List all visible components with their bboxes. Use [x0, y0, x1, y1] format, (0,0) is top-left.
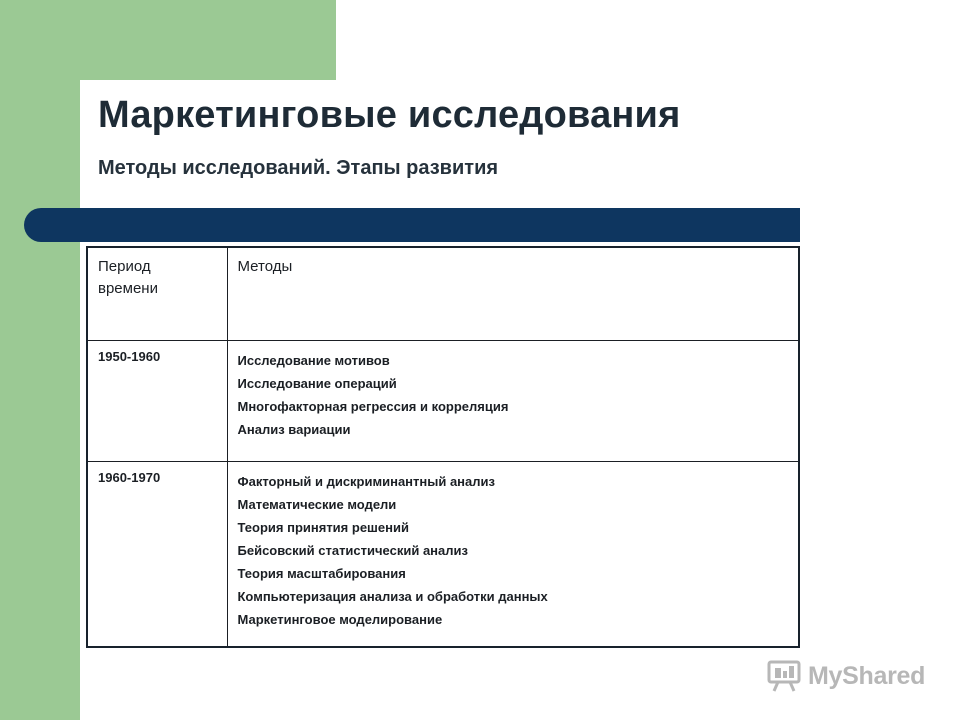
method-item: Анализ вариации	[237, 422, 351, 437]
period-cell: 1950-1960	[88, 341, 227, 462]
green-sidebar-decoration	[0, 0, 80, 720]
header-period-cell	[88, 248, 227, 341]
method-item: Теория масштабирования	[237, 566, 406, 581]
presentation-board-icon	[766, 658, 802, 694]
methods-table	[86, 246, 800, 648]
table-row	[88, 341, 798, 462]
watermark-text: MyShared	[808, 661, 926, 690]
green-top-decoration	[0, 0, 336, 80]
header-period-line2: времени	[98, 280, 158, 297]
slide-subtitle: Методы исследований. Этапы развития	[98, 157, 499, 179]
methods-cell	[227, 462, 798, 647]
method-item: Факторный и дискриминантный анализ	[237, 474, 495, 489]
method-item: Исследование операций	[237, 376, 397, 391]
method-item: Теория принятия решений	[237, 520, 409, 535]
period-cell: 1960-1970	[88, 462, 227, 647]
header-period-line1: Период	[98, 258, 151, 275]
method-item: Многофакторная регрессия и корреляция	[237, 399, 509, 414]
methods-cell	[227, 341, 798, 462]
table-header-row	[88, 248, 798, 341]
method-item: Исследование мотивов	[237, 353, 390, 368]
method-item: Компьютеризация анализа и обработки данных	[237, 589, 548, 604]
method-item: Маркетинговое моделирование	[237, 612, 443, 627]
method-item: Математические модели	[237, 497, 397, 512]
slide-title: Маркетинговые исследования	[98, 94, 681, 136]
table-row	[88, 462, 798, 647]
myshared-watermark	[766, 656, 925, 696]
header-methods-cell: Методы	[227, 248, 798, 341]
method-item: Бейсовский статистический анализ	[237, 543, 468, 558]
navy-accent-bar	[24, 208, 800, 242]
